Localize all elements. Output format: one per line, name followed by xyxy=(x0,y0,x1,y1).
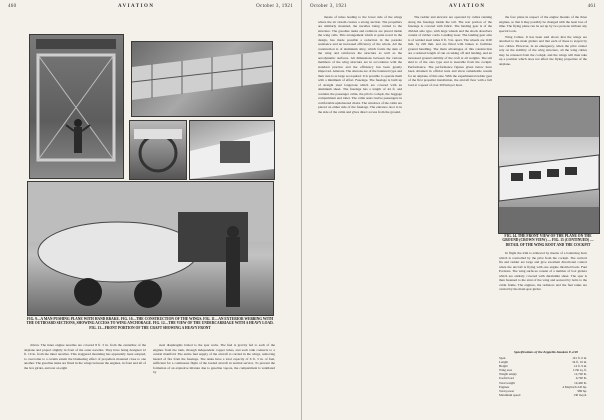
specifications-box xyxy=(499,350,587,416)
spec-row: Engines 4 Maybach 245 hp. xyxy=(499,384,587,389)
photo-fig14-drawing xyxy=(499,97,599,233)
left-date: October 3, 1921 xyxy=(256,3,293,9)
right-col3-top-paragraph: the fore plane in respect of the engine mounts of the three engines, so that it may possibly be changed with the least loss of time. The flying plane can be set up by two persons without any special tools. xyxy=(499,15,587,33)
photo-fig13-drawing xyxy=(28,182,273,315)
left-figure-caption: FIG. 9—A MAN PUSHING PLANE WITH HAND BRAKE. FIG. 10—THE CONSTRUCTION OF THE WINGS. FIG. 11—AN EXTERIOR WEBBING WITH THE OUTBOARD SECTIONS, SHOWING ACCESS TO WING ANCHORAGE. FIG. 12—THE VIEW OF THE UNDERCARRIAGE WITH A HEAVY LOAD. FIG. 13—FRONT PORTION OF THE CRAFT SHOWING A HEAVY FRONT xyxy=(26,317,274,330)
photo-fig10-wing-construction xyxy=(131,41,273,117)
left-running-header xyxy=(8,2,293,10)
spec-row: Total weight 19,400 lb. xyxy=(499,380,587,385)
spec-row: Useful load 6,700 lb. xyxy=(499,376,587,381)
photo-fig11-drawing xyxy=(130,121,186,179)
right-date: October 3, 1921 xyxy=(310,3,347,9)
right-col2-paragraph: The rudder and elevator are operated by cables running along the fuselage inside the tail. The rear portion of the fuselage is covered with fabric. The landing gear is of the divided axle type, with large wheels and the shock absorbers consist of rubber cords. Landing Gear. The landing gear axle is of welded steel tubes 6 ft. 3 in. apart. The wheels are 1100 mm. by 220 mm. and are fitted with brakes to facilitate ground handling. The main advantages of this construction are a reduced length of run on taking off and landing, and an increased ground stability of the craft at all weights. The tail skid is of the oleo type and is steerable from the cockpit. Performance. The performance figures given below have been obtained in official tests and show remarkable results for an airplane of this size. With the experimental rudder gear of the first propeller installation, the aircraft flew with a full load at a speed of over 200 km per hour. xyxy=(408,15,492,87)
left-body-column-2 xyxy=(153,343,275,417)
right-page-number: 461 xyxy=(587,3,596,9)
spec-row: Span 101 ft. 0 in. xyxy=(499,356,587,360)
spec-row: Height 14 ft. 9 in. xyxy=(499,364,587,369)
spec-row: Weight empty 12,700 lb. xyxy=(499,372,587,377)
right-col1-paragraph: means of tubes leading to the lower side of the wings where the air stream creates a strong suction. The propellers are similarly mounted, the nacelles being carried to the structure. The gasoline tanks and radiators are placed inside the wing cells. This arrangement which is quite novel in the design, has made possible a reduction in the parasite resistance and an increased efficiency of the whole. All the construction is of aluminum alloy, which forms the skin of the wing and reinforces the structure as well as the aerodynamic surfaces. All dimensions between the various members of the wing structure are in accordance with the standard practice and the efficiency has been greatly improved. Ailerons. The ailerons are of the balanced type and their size is as large as required. It is possible to operate them with a minimum of effort. Fuselage. The fuselage is built up of straight steel longerons which are covered with an aluminum sheet. The fuselage has a length of 44 ft. and contains the passenger cabin, the pilot's cockpit, the baggage compartment and toilet. The cabin seats twelve passengers in comfortable upholstered chairs. The windows of the cabin are placed on either side of the fuselage. The entrance door is in the side of the cabin and gives direct access from the ground. xyxy=(318,15,402,114)
left-running-head: AVIATION xyxy=(118,3,155,9)
right-page xyxy=(302,0,604,420)
right-body-column-3-top xyxy=(499,15,587,66)
right-figure-caption: FIG. 14. THE FRONT VIEW OF THE PLANE ON THE GROUND (CROWN VIEW) — FIG. 15 (CONTINUED) — DETAIL OF THE WING ROOT AND THE COCKPIT xyxy=(502,234,594,247)
right-running-header xyxy=(310,2,596,10)
photo-fig11-undercarriage-access xyxy=(129,120,187,180)
left-body-column-1 xyxy=(24,343,146,417)
photo-fig9-drawing xyxy=(30,35,123,178)
left-col1-paragraph: driven. The inner engine nacelles are covered 8 ft. 3 in. from the centerline of the airplane and project slightly in front of the outer nacelles. They have being designed 12 ft. 10 in. from the inner nacelles. This staggered mounting has apparently been adopted, to overcome to a certain extent the blanketing effect of propellers mounted close to one another. The gasoline tanks are fitted in the wings between the engines, in front and aft of the box girder, and rest on eight xyxy=(24,343,146,370)
photo-fig10-drawing xyxy=(132,42,272,116)
spec-row: Total power 980 hp. xyxy=(499,388,587,393)
left-page-number: 460 xyxy=(8,3,17,9)
right-body-column-3-bottom xyxy=(499,251,587,347)
photo-fig14-plane-in-hangar xyxy=(498,96,600,234)
right-body-column-2 xyxy=(408,15,492,415)
left-col2-paragraph: steel diaphragms bolted to the spar webs. The fuel is gravity fed to each of the engines from the tank, through independent copper tubes, and each tank connects to a central manifold. The entire fuel supply of the aircraft is carried in the wings, removing hazard of fire from the fuselage. The tanks have a total capacity of 6 ft. 3 in. of fuel, sufficient for a continuous flight of the loaded aircraft in normal service. To prevent the formation of an explosive mixture due to gasoline vapors, the compartment is ventilated by xyxy=(153,343,275,374)
spec-title: Specifications of the Zeppelin-Staaken E.4/20 xyxy=(514,350,578,354)
photo-fig9-man-at-frame xyxy=(29,34,124,179)
right-running-head: AVIATION xyxy=(448,3,486,9)
spec-row: Maximum speed 130 m.p.h. xyxy=(499,392,587,397)
right-col3-bottom-paragraph: In flight the trim is achieved by means of a balancing horn which is controlled by the pilot from the cockpit. The vertical fin and rudder are large and give excellent directional control when the aircraft is flying with one engine throttled back. Fuel Portions. The wing surfaces consist of a number of box girders which are entirely covered with duralumin sheet. The spar is then fastened to the strut of the wing and secured by bolts to the cabin frame. The engines, the radiators and the fuel tanks are carried by the main spar girder. xyxy=(499,251,587,291)
photo-fig12-engine-mount xyxy=(189,120,275,180)
spec-row: Length 54 ft. 10 in. xyxy=(499,360,587,365)
photo-fig12-drawing xyxy=(190,121,274,179)
spec-row: Wing area 1136 sq. ft. xyxy=(499,368,587,373)
right-body-column-1 xyxy=(318,15,402,415)
wing-cables-paragraph: Wing Cables. It has been said above that the wings are attached to the main girders and that each of these is stayed by two cables. However, in an emergency, when the pilot cannot rely on the stability of the wing structure, all the wing cables may be released from the cockpit, and the wings will then take up a position which does not affect the flying properties of the airplane. xyxy=(499,34,587,66)
photo-fig13-aircraft-on-ground xyxy=(27,181,274,316)
